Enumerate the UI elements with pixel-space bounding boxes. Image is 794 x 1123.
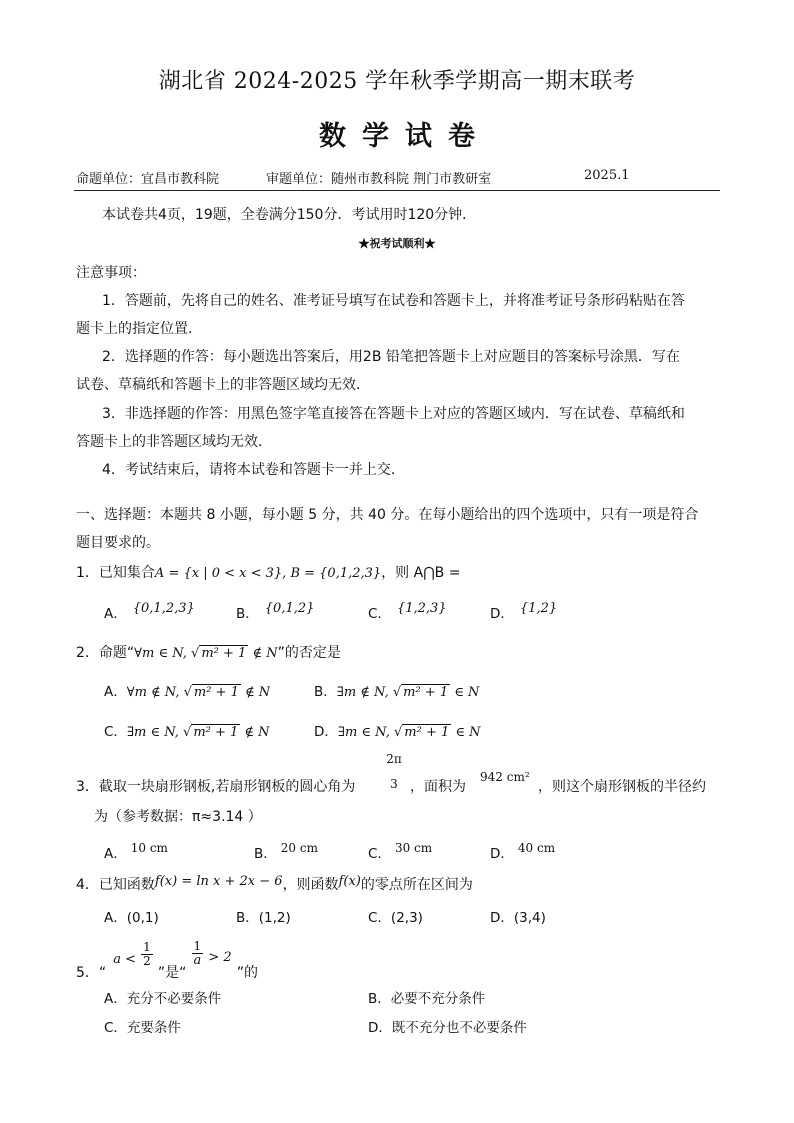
q5-half-num: 1 (143, 939, 151, 954)
q2-option-c-radicand: m² + 1 (193, 725, 239, 740)
q5-prefix: 5．“ (76, 964, 107, 981)
q3-option-d-label: D． (490, 846, 514, 862)
q5-mid: ”是“ (157, 964, 187, 981)
q3-option-c-label: C． (368, 846, 391, 862)
section-1-heading-cont: 题目要求的。 (76, 535, 160, 551)
q2-option-b-radicand: m² + 1 (403, 685, 449, 700)
q2-option-b-quantifier: ∃m ∉ N, (336, 685, 393, 700)
note-1-line-2: 题卡上的指定位置． (76, 321, 202, 337)
q3-suffix: ，则这个扇形钢板的半径约 (538, 779, 706, 795)
q1-option-d-value: {1,2} (519, 601, 558, 616)
q3-angle-numerator: 2π (386, 752, 402, 766)
note-2-line-1: 2．选择题的作答：每小题选出答案后，用2B 铅笔把答题卡上对应题目的答案标号涂黑．写在 (102, 349, 680, 365)
notes-heading: 注意事项： (76, 265, 146, 281)
q3-option-b-value: 20 cm (280, 841, 318, 855)
note-4: 4．考试结束后，请将本试卷和答题卡一并上交． (102, 462, 405, 478)
q5-gt-two: > 2 (208, 949, 232, 965)
note-2-line-2: 试卷、草稿纸和答题卡上的非答题区域均无效． (76, 377, 370, 393)
q2-quantifier: ∀m ∈ N, (134, 646, 192, 661)
q3-option-a-value: 10 cm (130, 841, 168, 855)
q1-sets: A = {x | 0 < x < 3}, B = {0,1,2,3} (154, 566, 382, 581)
q1-option-b-value: {0,1,2} (264, 601, 315, 616)
q4-suffix: 的零点所在区间为 (360, 877, 473, 893)
header-rule (74, 190, 720, 191)
exam-title: 湖北省 2024-2025 学年秋季学期高一期末联考 (158, 69, 636, 94)
q2-option-a-label: A． (104, 684, 127, 700)
q3-angle-fraction (382, 752, 406, 791)
q3-option-a-label: A． (104, 846, 127, 862)
q5-half-den: 2 (143, 953, 151, 968)
q5-option-c[interactable]: C．充要条件 (104, 1020, 181, 1036)
question-5 (76, 934, 258, 981)
q2-option-b[interactable]: B．∃m ∉ N, √ m² + 1 ∈ N (314, 684, 480, 700)
q2-option-d-relation: ∈ N (451, 725, 481, 740)
q5-reciprocal-num: 1 (193, 939, 202, 953)
q2-option-c-label: C． (104, 724, 127, 740)
q2-option-c-quantifier: ∃m ∈ N, (126, 725, 184, 740)
q2-option-d-radicand: m² + 1 (404, 725, 450, 740)
q2-option-a-radicand: m² + 1 (193, 685, 239, 700)
q3-mid: ，面积为 (410, 779, 466, 795)
q2-option-a[interactable]: A．∀m ∉ N, √ m² + 1 ∉ N (104, 684, 271, 700)
q3-option-d-value: 40 cm (517, 841, 556, 855)
q3-option-d[interactable] (490, 842, 555, 862)
q2-suffix: ”的否定是 (277, 645, 341, 661)
q5-half-fraction (141, 941, 153, 968)
q1-option-c[interactable] (368, 602, 447, 622)
q4-option-d[interactable]: D．(3,4) (490, 910, 546, 926)
q4-function: f(x) = ln x + 2x − 6 (154, 874, 283, 889)
q1-option-d-label: D． (490, 606, 514, 622)
q3-prefix: 3．截取一块扇形钢板,若扇形钢板的圆心角为 (76, 779, 356, 795)
q1-option-b[interactable] (236, 602, 314, 622)
q1-suffix: ，则 A⋂B = (381, 565, 461, 581)
setter-unit: 命题单位：宜昌市教科院 (76, 172, 220, 187)
q3-option-c[interactable] (368, 842, 432, 862)
q1-option-a-value: {0,1,2,3} (132, 601, 195, 616)
q4-function-ref: f(x) (338, 874, 361, 889)
q2-option-a-relation: ∉ N (240, 685, 271, 700)
q4-mid: ，则函数 (282, 877, 339, 893)
note-3-line-1: 3．非选择题的作答：用黑色签字笔直接答在答题卡上对应的答题区域内．写在试卷、草稿纸和 (102, 406, 685, 422)
q1-option-a[interactable] (104, 602, 195, 622)
q1-option-b-label: B． (236, 606, 259, 622)
q2-option-b-label: B． (314, 684, 337, 700)
question-1 (76, 562, 460, 582)
q3-option-b[interactable] (254, 842, 318, 862)
reviewer-unit: 审题单位：随州市教科院 荆门市教研室 (266, 172, 492, 187)
q4-option-c[interactable]: C．(2,3) (368, 910, 423, 926)
q2-option-b-relation: ∈ N (450, 685, 480, 700)
q2-option-d-quantifier: ∃m ∈ N, (337, 725, 394, 740)
q4-option-b[interactable]: B．(1,2) (236, 910, 291, 926)
q3-reference: 为（参考数据：π≈3.14 ） (94, 809, 262, 825)
q2-option-a-quantifier: ∀m ∉ N, (126, 685, 184, 700)
q5-reciprocal-den: a (193, 953, 202, 969)
q5-reciprocal-fraction (191, 940, 203, 968)
q2-relation: ∉ N (248, 646, 278, 661)
q2-radicand: m² + 1 (201, 646, 247, 661)
question-2: 2．命题“∀m ∈ N, √ m² + 1 ∉ N”的否定是 (76, 645, 341, 661)
q3-area-value: 942 cm² (480, 770, 530, 784)
q1-option-c-label: C． (368, 606, 391, 622)
q5-option-a[interactable]: A．充分不必要条件 (104, 991, 222, 1007)
q1-option-d[interactable] (490, 602, 557, 622)
q3-option-b-label: B． (254, 846, 277, 862)
q5-option-b[interactable]: B．必要不充分条件 (368, 991, 486, 1007)
good-luck-line: ★祝考试顺利★ (358, 237, 436, 250)
q3-option-c-value: 30 cm (394, 841, 433, 855)
exam-date: 2025.1 (584, 168, 630, 183)
question-4 (76, 874, 473, 894)
q5-a-lt: a < (113, 951, 137, 967)
q2-option-c[interactable]: C．∃m ∈ N, √ m² + 1 ∉ N (104, 724, 270, 740)
note-1-line-1: 1．答题前，先将自己的姓名、准考证号填写在试卷和答题卡上，并将准考证号条形码粘贴在答 (102, 293, 685, 309)
note-3-line-2: 答题卡上的非答题区域均无效． (76, 434, 272, 450)
q4-option-a[interactable]: A．(0,1) (104, 910, 159, 926)
q5-suffix: ”的 (236, 964, 258, 981)
subject-title: 数学试卷 (319, 121, 491, 152)
q2-prefix: 2．命题“ (76, 645, 135, 661)
q4-prefix: 4．已知函数 (76, 877, 155, 893)
section-1-heading: 一、选择题：本题共 8 小题，每小题 5 分，共 40 分。在每小题给出的四个选项中，只有一项是符合 (76, 507, 699, 523)
q1-option-c-value: {1,2,3} (396, 601, 447, 616)
q5-option-d[interactable]: D．既不充分也不必要条件 (368, 1020, 527, 1036)
intro-line: 本试卷共4页，19题，全卷满分150分．考试用时120分钟． (102, 207, 477, 223)
q3-option-a[interactable] (104, 842, 168, 862)
q2-option-c-relation: ∉ N (240, 725, 270, 740)
q3-angle-denominator: 3 (390, 777, 398, 791)
q2-option-d-label: D． (314, 724, 338, 740)
q2-option-d[interactable]: D．∃m ∈ N, √ m² + 1 ∈ N (314, 724, 481, 740)
q1-prefix: 1．已知集合 (76, 565, 155, 581)
q1-option-a-label: A． (104, 606, 127, 622)
